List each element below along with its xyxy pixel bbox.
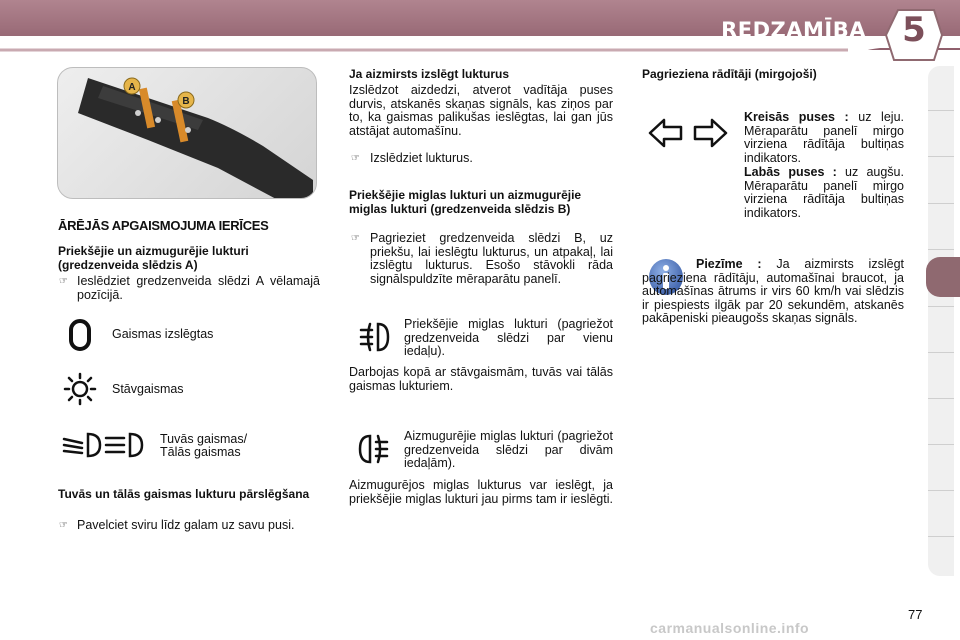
rear-fog-light-icon (356, 432, 390, 466)
forgot-lights-item: Izslēdziet lukturus. (370, 151, 473, 165)
photo-label-b: B (182, 96, 190, 107)
section-title: ĀRĒJĀS APGAISMOJUMA IERĪCES (58, 218, 269, 233)
dipped-beam-label: Tuvās gaismas/ (160, 432, 248, 446)
bullet-icon: ☞ (59, 520, 68, 531)
light-stalk-photo (57, 67, 317, 199)
note-text: Ja aizmirsts izslēgt pagrieziena rādītāju, automašīnai braucot, ja automašīnas ātrums ir virs 60 km/h vai slēdzis ir piespiests ilgāk par 20 sekundēm, atskanēs pakāpeniski pieaugošs skaņas signāls. (642, 257, 904, 325)
main-beam-label: Tālās gaismas (160, 445, 241, 459)
forgot-lights-text: Izslēdzot aizdedzi, atverot vadītāja puses durvis, atskanēs skaņas signāls, kas ziņos par to, ka gaismas palikušas ieslēgtas, lai gan jūs atstājat automašīnu. (349, 83, 613, 138)
lights-off-label: Gaismas izslēgtas (112, 327, 214, 341)
left-arrow-icon (648, 118, 684, 148)
rear-fog-note: Aizmugurējos miglas lukturus var ieslēgt, ja priekšējie miglas lukturi jau pirms tam ir ieslēgti. (349, 478, 613, 506)
left-indicator-desc: uz leju. Mēraparātu panelī mirgo virziena rādītāja bultiņas indikators. (744, 110, 904, 165)
left-indicator-label: Kreisās puses : (744, 110, 849, 124)
left-indicator-text (744, 111, 904, 165)
chapter-tab-active[interactable] (926, 257, 960, 297)
beam-switching-title: Tuvās un tālās gaismas lukturu pārslēgšana (58, 487, 310, 501)
dipped-main-beam-icon (60, 430, 144, 460)
photo-label-a: A (128, 82, 136, 93)
lights-off-icon (66, 318, 94, 352)
turn-indicator-title: Pagrieziena rādītāji (mirgojoši) (642, 67, 817, 81)
fog-combined-text: Darbojas kopā ar stāvgaismām, tuvās vai tālās gaismas lukturiem. (349, 365, 613, 393)
right-indicator-desc: uz augšu. Mēraparātu panelī mirgo virziena rādītāja bultiņas indikators. (744, 165, 904, 220)
note-label: Piezīme : (696, 257, 762, 271)
right-arrow-icon (692, 118, 728, 148)
page-number: 77 (908, 607, 923, 622)
front-fog-light-text: Priekšējie miglas lukturi (pagriežot gredzenveida slēdzi par vienu iedaļu). (404, 317, 613, 358)
chapter-title: REDZAMĪBA (721, 18, 866, 42)
note-block (642, 258, 904, 326)
front-rear-lights-title: Priekšējie un aizmugurējie lukturi (gredzenveida slēdzis A) (58, 244, 249, 272)
chapter-tabs (928, 66, 954, 576)
bullet-icon: ☞ (59, 276, 68, 287)
bullet-icon: ☞ (351, 233, 360, 244)
forgot-lights-title: Ja aizmirsts izslēgt lukturus (349, 67, 510, 81)
bullet-icon: ☞ (351, 153, 360, 164)
right-indicator-text (744, 166, 904, 220)
parking-lights-label: Stāvgaismas (112, 382, 184, 396)
front-rear-lights-item: Ieslēdziet gredzenveida slēdzi A vēlamajā pozīcijā. (77, 274, 320, 302)
rear-fog-light-text: Aizmugurējie miglas lukturi (pagriežot gredzenveida slēdzi par divām iedaļām). (404, 429, 613, 470)
right-indicator-label: Labās puses : (744, 165, 837, 179)
footer-watermark: carmanualsonline.info (650, 620, 810, 636)
beam-switching-item: Pavelciet sviru līdz galam uz savu pusi. (77, 518, 295, 532)
parking-lights-icon (62, 372, 98, 406)
light-stalk-illustration (58, 68, 317, 199)
fog-lights-item: Pagrieziet gredzenveida slēdzi B, uz priekšu, lai ieslēgtu lukturus, un atpakaļ, lai izslēgtu lukturus. Esošo stāvokli rāda signālspuldzīte mēraparātu panelī. (370, 231, 613, 286)
chapter-number: 5 (902, 10, 926, 50)
fog-lights-title: Priekšējie miglas lukturi un aizmugurējie miglas lukturi (gredzenveida slēdzis B) (349, 188, 582, 216)
front-fog-light-icon (358, 320, 392, 354)
